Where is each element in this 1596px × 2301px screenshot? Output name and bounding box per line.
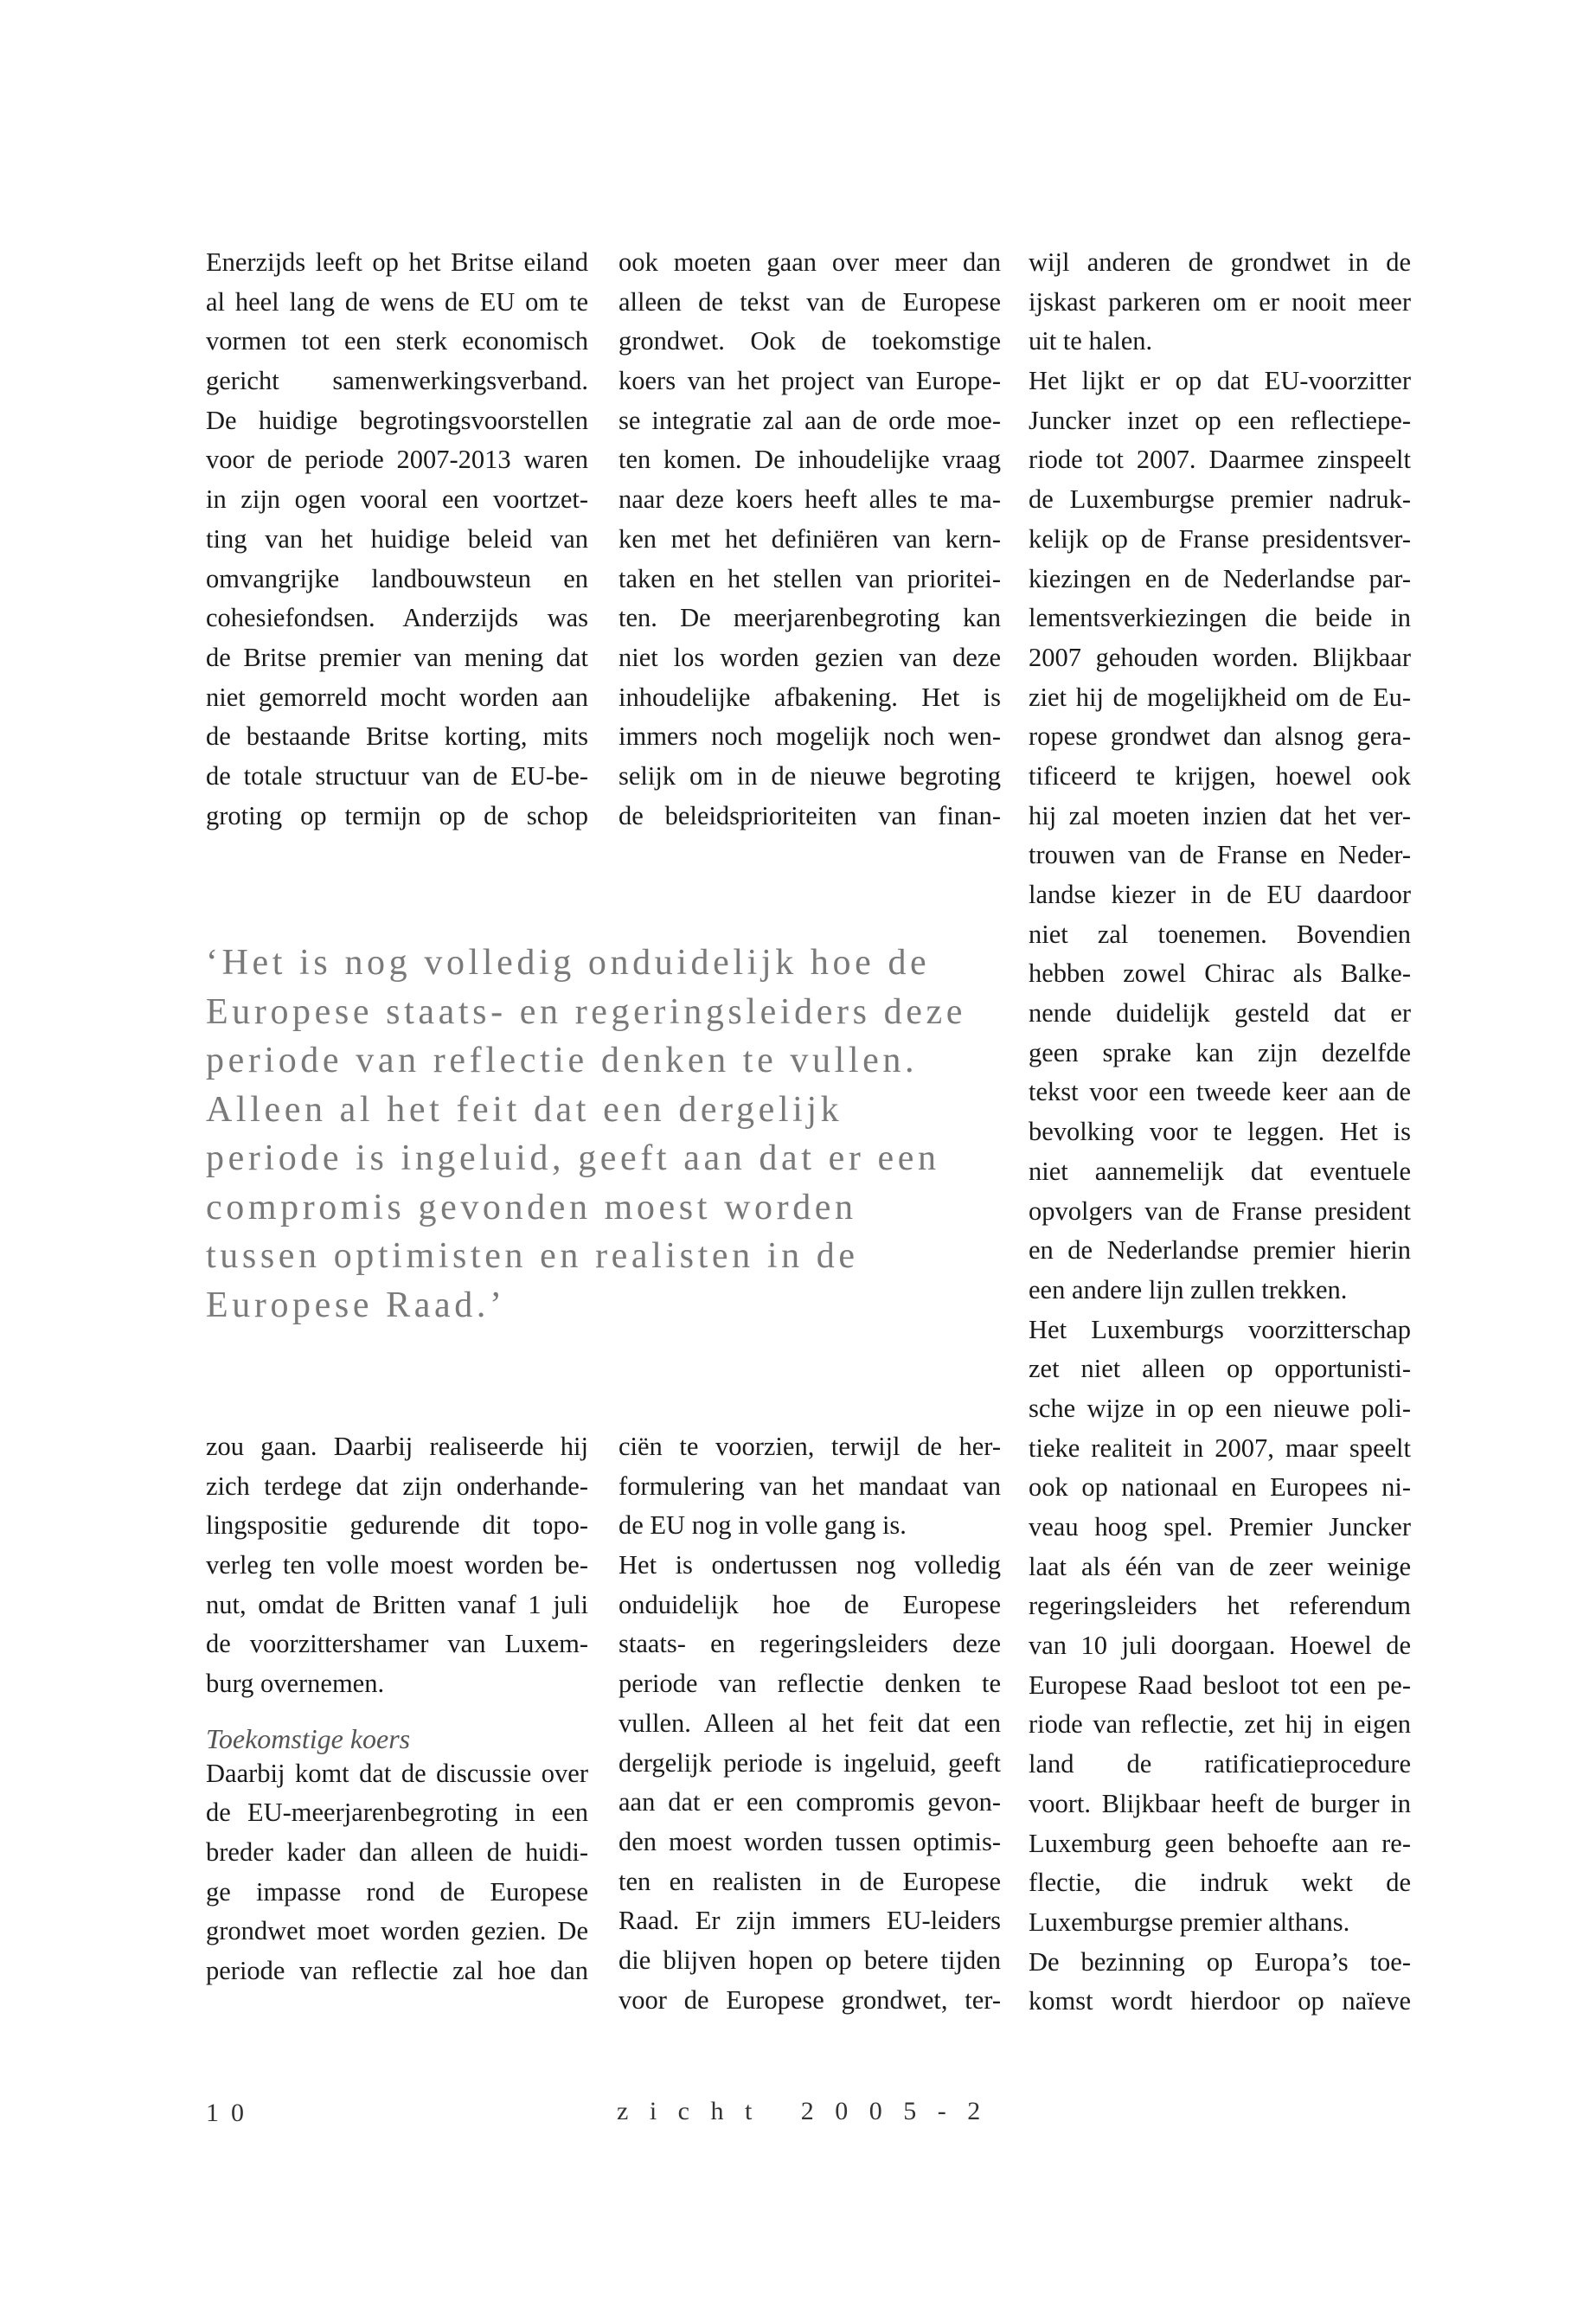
text-line: ciën te voorzien, terwijl de her- (619, 1432, 1001, 1461)
text-line: ropese grondwet dan alsnog gera- (1029, 721, 1411, 752)
text-line: De bezinning op Europa’s toe- (1029, 1946, 1411, 1977)
text-line: selijk om in de nieuwe begroting (619, 760, 1001, 791)
text-line: de EU-meerjarenbegroting in een (206, 1798, 588, 1828)
text-line: komst wordt hierdoor op naïeve (1029, 1986, 1411, 2016)
text-line: inhoudelijke afbakening. Het is (619, 682, 1001, 712)
article-column-1-top (206, 243, 588, 836)
text-line: Het Luxemburgs voorzitterschap (1029, 1314, 1411, 1344)
text-line: veau hoog spel. Premier Juncker (1029, 1512, 1411, 1541)
text-line: taken en het stellen van prioritei- (619, 563, 1001, 593)
pull-quote (206, 939, 1036, 1330)
text-line: De huidige begrotingsvoorstellen (206, 405, 588, 435)
text-line: Raad. Er zijn immers EU-leiders (619, 1906, 1001, 1936)
text-line: de Britse premier van mening dat (206, 642, 588, 672)
subheading-toekomstige-koers: Toekomstige koers (206, 1722, 411, 1754)
text-line: den moest worden tussen optimis- (619, 1826, 1001, 1856)
text-line: laat als één van de zeer weinige (1029, 1551, 1411, 1581)
magazine-issue-label: zicht 2005-2 (617, 2097, 1002, 2125)
text-line: hij zal moeten inzien dat het ver- (1029, 800, 1411, 830)
text-line: Enerzijds leeft op het Britse eiland (206, 247, 588, 277)
text-line: voort. Blijkbaar heeft de burger in (1029, 1788, 1411, 1818)
text-line: uit te halen. (1029, 326, 1153, 356)
text-line: niet zal toenemen. Bovendien (1029, 919, 1411, 949)
column-1-bottom-lines-after-heading (206, 1754, 588, 1991)
text-line: staats- en regeringsleiders deze (619, 1629, 1001, 1659)
text-line: sche wijze in op een nieuwe poli- (1029, 1393, 1411, 1423)
text-line: grondwet moet worden gezien. De (206, 1916, 588, 1946)
text-line: flectie, die indruk wekt de (1029, 1868, 1411, 1898)
text-line: voor de periode 2007-2013 waren (206, 445, 588, 475)
text-line: kelijk op de Franse presidentsver- (1029, 523, 1411, 554)
text-line: formulering van het mandaat van (619, 1471, 1001, 1501)
text-line: tificeerd te krijgen, hoewel ook (1029, 760, 1411, 791)
text-line: grondwet. Ook de toekomstige (619, 326, 1001, 356)
text-line: al heel lang de wens de EU om te (206, 286, 588, 317)
text-line: se integratie zal aan de orde moe- (619, 405, 1001, 435)
text-line: cohesiefondsen. Anderzijds was (206, 603, 588, 633)
text-line: tekst voor een tweede keer aan de (1029, 1077, 1411, 1107)
text-line: wijl anderen de grondwet in de (1029, 247, 1411, 277)
text-line: de Luxemburgse premier nadruk- (1029, 484, 1411, 515)
text-line: voor de Europese grondwet, ter- (619, 1984, 1001, 2015)
text-line: tieke realiteit in 2007, maar speelt (1029, 1433, 1411, 1463)
text-line: ten en realisten in de Europese (619, 1866, 1001, 1896)
text-line: een andere lijn zullen trekken. (1029, 1274, 1348, 1304)
text-line: koers van het project van Europe- (619, 366, 1001, 396)
pull-quote-line: Europese Raad.’ (206, 1285, 506, 1325)
text-line: Daarbij komt dat de discussie over (206, 1758, 588, 1788)
page-number: 10 (206, 2099, 256, 2127)
text-line: breder kader dan alleen de huidi- (206, 1836, 588, 1867)
text-line: alleen de tekst van de Europese (619, 286, 1001, 317)
text-line: omvangrijke landbouwsteun en (206, 563, 588, 593)
text-line: kiezingen en de Nederlandse par- (1029, 563, 1411, 593)
text-line: niet gemorreld mocht worden aan (206, 682, 588, 712)
text-line: en de Nederlandse premier hierin (1029, 1235, 1411, 1266)
text-line: hebben zowel Chirac als Balke- (1029, 958, 1411, 989)
text-line: opvolgers van de Franse president (1029, 1195, 1411, 1226)
text-line: de EU nog in volle gang is. (619, 1510, 907, 1541)
pull-quote-line: Europese staats- en regeringsleiders deze (206, 991, 966, 1032)
text-line: vormen tot een sterk economisch (206, 326, 588, 356)
text-line: de beleidsprioriteiten van finan- (619, 800, 1001, 830)
text-line: ge impasse rond de Europese (206, 1876, 588, 1907)
article-column-2-top (619, 243, 1001, 836)
text-line: landse kiezer in de EU daardoor (1029, 880, 1411, 909)
text-line: land de ratificatieprocedure (1029, 1749, 1411, 1779)
text-line: ook moeten gaan over meer dan (619, 247, 1001, 277)
text-line: van 10 juli doorgaan. Hoewel de (1029, 1631, 1411, 1661)
text-line: verleg ten volle moest worden be- (206, 1550, 588, 1580)
pull-quote-line: compromis gevonden moest worden (206, 1187, 857, 1227)
article-column-1-bottom (206, 1427, 588, 1991)
text-line: zet niet alleen op opportunisti- (1029, 1354, 1411, 1384)
text-line: Luxemburgse premier althans. (1029, 1907, 1350, 1937)
article-column-2-bottom (619, 1427, 1001, 2020)
text-line: vullen. Alleen al het feit dat een (619, 1708, 1001, 1738)
pull-quote-line: periode is ingeluid, geeft aan dat er een (206, 1138, 940, 1178)
text-line: ten komen. De inhoudelijke vraag (619, 445, 1001, 475)
text-line: bevolking voor te leggen. Het is (1029, 1117, 1411, 1147)
pull-quote-line: periode van reflectie denken te vullen. (206, 1041, 919, 1080)
text-line: lingspositie gedurende dit topo- (206, 1510, 588, 1541)
text-line: niet aannemelijk dat eventuele (1029, 1156, 1411, 1186)
text-line: in zijn ogen vooral een voortzet- (206, 484, 588, 515)
text-line: ken met het definiëren van kern- (619, 523, 1001, 554)
text-line: niet los worden gezien van deze (619, 642, 1001, 672)
text-line: onduidelijk hoe de Europese (619, 1589, 1001, 1619)
text-line: riode van reflectie, zet hij in eigen (1029, 1709, 1411, 1740)
pull-quote-line: Alleen al het feit dat een dergelijk (206, 1089, 843, 1130)
article-column-3 (1029, 243, 1411, 2022)
text-line: de totale structuur van de EU-be- (206, 760, 588, 791)
text-line: ziet hij de mogelijkheid om de Eu- (1029, 682, 1411, 712)
text-line: ting van het huidige beleid van (206, 523, 588, 554)
text-line: zou gaan. Daarbij realiseerde hij (206, 1432, 588, 1461)
text-line: gericht samenwerkingsverband. (206, 366, 588, 396)
text-line: nende duidelijk gesteld dat er (1029, 998, 1411, 1029)
text-line: Het lijkt er op dat EU-voorzitter (1029, 366, 1411, 396)
column-1-bottom-lines (206, 1427, 588, 1704)
text-line: ook op nationaal en Europees ni- (1029, 1472, 1411, 1503)
text-line: aan dat er een compromis gevon- (619, 1787, 1001, 1817)
text-line: nut, omdat de Britten vanaf 1 juli (206, 1589, 588, 1619)
text-line: groting op termijn op de schop (206, 800, 588, 830)
text-line: periode van reflectie zal hoe dan (206, 1955, 588, 1985)
text-line: 2007 gehouden worden. Blijkbaar (1029, 642, 1411, 672)
text-line: lementsverkiezingen die beide in (1029, 603, 1411, 633)
text-line: periode van reflectie denken te (619, 1669, 1001, 1699)
text-line: immers noch mogelijk noch wen- (619, 721, 1001, 752)
text-line: de voorzittershamer van Luxem- (206, 1629, 588, 1659)
text-line: ten. De meerjarenbegroting kan (619, 603, 1001, 633)
pull-quote-line: tussen optimisten en realisten in de (206, 1236, 859, 1276)
text-line: Juncker inzet op een reflectiepe- (1029, 405, 1411, 435)
text-line: regeringsleiders het referendum (1029, 1591, 1411, 1621)
text-line: Het is ondertussen nog volledig (619, 1550, 1001, 1580)
text-line: Europese Raad besloot tot een pe- (1029, 1670, 1411, 1700)
text-line: die blijven hopen op betere tijden (619, 1945, 1001, 1975)
text-line: naar deze koers heeft alles te ma- (619, 484, 1001, 515)
text-line: dergelijk periode is ingeluid, geeft (619, 1747, 1001, 1778)
text-line: de bestaande Britse korting, mits (206, 721, 588, 752)
text-line: ijskast parkeren om er nooit meer (1029, 286, 1411, 317)
text-line: zich terdege dat zijn onderhande- (206, 1471, 588, 1501)
text-line: geen sprake kan zijn dezelfde (1029, 1037, 1411, 1067)
text-line: riode tot 2007. Daarmee zinspeelt (1029, 445, 1411, 475)
pull-quote-line: ‘Het is nog volledig onduidelijk hoe de (206, 943, 931, 983)
text-line: Luxemburg geen behoefte aan re- (1029, 1828, 1411, 1858)
text-line: trouwen van de Franse en Neder- (1029, 840, 1411, 870)
text-line: burg overnemen. (206, 1669, 385, 1699)
